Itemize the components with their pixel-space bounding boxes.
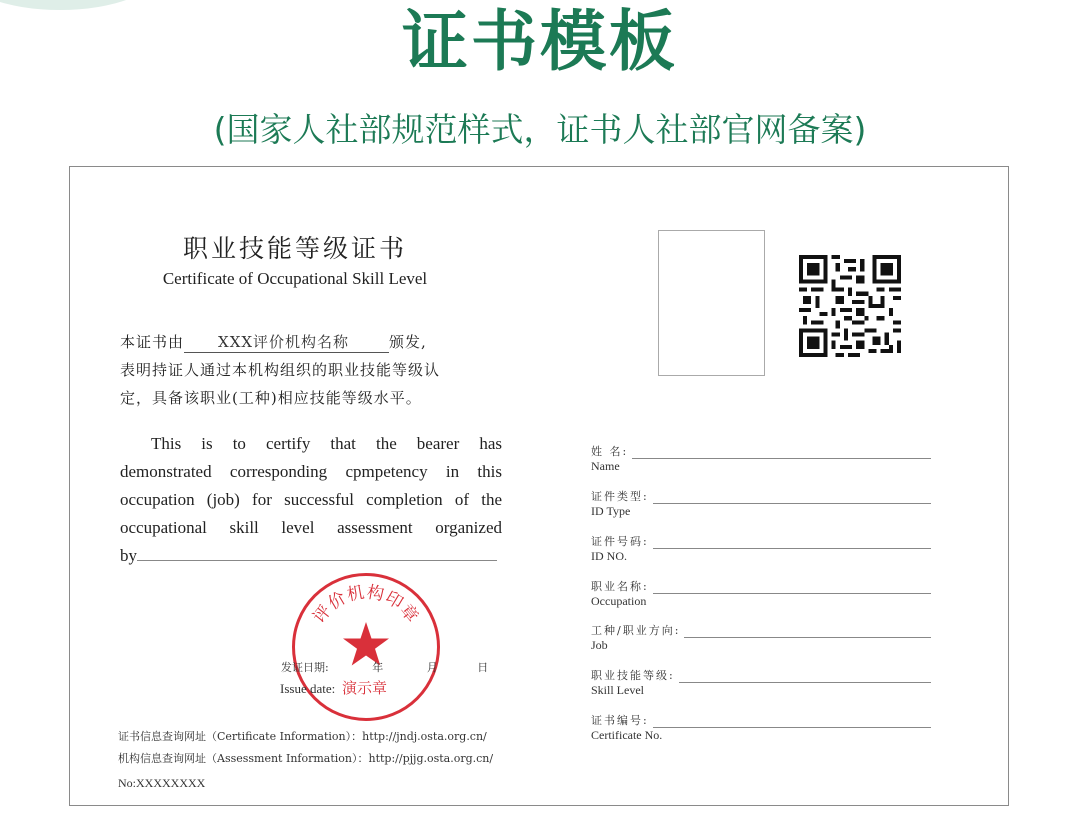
en-line: occupational skill level assessment organized [120, 518, 502, 537]
cn-paragraph-line3: 定，具备该职业(工种)相应技能等级水平。 [120, 389, 422, 407]
issue-date-zh-label: 发证日期: [281, 661, 329, 674]
field-underline [684, 625, 931, 638]
page-title: 证书模板 [402, 3, 678, 80]
page-subtitle: (国家人社部规范样式，证书人社部官网备案) [213, 110, 867, 149]
field-label-en: Name [591, 459, 620, 473]
cn-paragraph-line2: 表明持证人通过本机构组织的职业技能等级认 [120, 361, 441, 379]
svg-text:评价机构印章 [309, 582, 423, 627]
field-underline [653, 715, 931, 728]
en-line: demonstrated corresponding cpmpetency in this [120, 462, 502, 481]
field-label-zh: 证件号码: [591, 535, 649, 548]
organization-seal [292, 573, 440, 721]
field-id-number [591, 533, 931, 564]
field-label-zh: 证书编号: [591, 714, 649, 727]
field-label-en: Job [591, 638, 608, 652]
field-label-en: Occupation [591, 594, 647, 608]
en-by-line [120, 542, 502, 570]
field-name [591, 443, 931, 474]
cn-paragraph-line1 [120, 331, 427, 353]
issue-date-en: Issue date: [280, 681, 336, 696]
cn-line1-prefix: 本证书由 [120, 333, 185, 351]
demo-seal-label: 演示章 [342, 679, 388, 697]
field-label-en: Skill Level [591, 683, 644, 697]
field-label-en: Certificate No. [591, 728, 663, 742]
assessment-info-url: 机构信息查询网址（Assessment Information）：http://pjjg.osta.org.cn/ [118, 752, 494, 765]
field-label-en: ID NO. [591, 549, 627, 563]
field-underline [653, 581, 931, 594]
issuer-name: XXX评价机构名称 [184, 331, 389, 353]
photo-placeholder [658, 230, 765, 376]
month-label: 月 [426, 661, 438, 674]
year-label: 年 [372, 661, 384, 674]
qr-code-icon [799, 255, 901, 357]
field-label-en: ID Type [591, 504, 631, 518]
cert-number: No:XXXXXXXX [118, 776, 206, 790]
en-paragraph [120, 430, 502, 570]
by-underline [137, 542, 497, 561]
field-id-type [591, 488, 931, 519]
field-label-zh: 姓 名: [591, 445, 629, 458]
en-line: This is to certify that the bearer has [151, 434, 502, 453]
field-label-zh: 职业名称: [591, 580, 649, 593]
field-underline [653, 491, 931, 504]
field-label-zh: 证件类型: [591, 490, 649, 503]
en-by-label: by [120, 546, 137, 565]
cn-line1-suffix: 颁发, [389, 333, 427, 351]
certificate-title-zh: 职业技能等级证书 [182, 234, 407, 263]
field-certificate-number [591, 712, 931, 743]
issue-date-zh [281, 659, 488, 675]
seal-text: 评价机构印章 [309, 582, 423, 628]
field-label-zh: 工种/职业方向: [591, 624, 681, 637]
en-line: occupation (job) for successful completion of the [120, 490, 502, 509]
certificate-title-en: Certificate of Occupational Skill Level [162, 269, 428, 288]
field-label-zh: 职业技能等级: [591, 669, 675, 682]
day-label: 日 [477, 661, 489, 674]
field-skill-level [591, 667, 931, 698]
cert-info-url: 证书信息查询网址（Certificate Information）：http://jndj.osta.org.cn/ [118, 730, 487, 743]
field-occupation [591, 578, 931, 609]
field-underline [679, 670, 931, 683]
certificate-card [69, 166, 1009, 806]
field-job [591, 622, 931, 653]
field-underline [653, 536, 931, 549]
field-underline [632, 446, 931, 459]
